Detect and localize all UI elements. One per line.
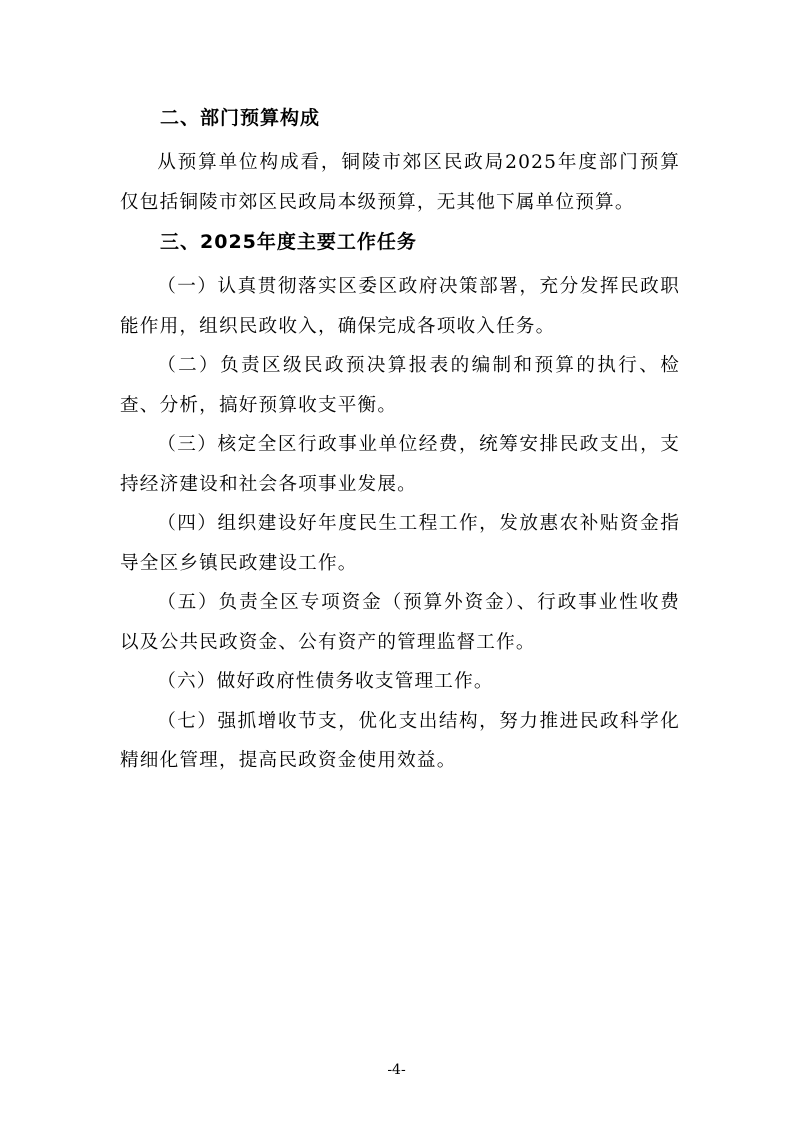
section-heading: 二、部门预算构成 (160, 107, 321, 129)
task-item: （七）强抓增收节支，优化支出结构，努力推进民政科学化精细化管理，提高民政资金使用效益。 (120, 710, 680, 771)
task-item: （六）做好政府性债务收支管理工作。 (157, 671, 494, 692)
task-item: （一）认真贯彻落实区委区政府决策部署，充分发挥民政职能作用，组织民政收入，确保完成各项收入任务。 (120, 276, 680, 337)
section-main-tasks (120, 228, 680, 781)
task-item: （五）负责全区专项资金（预算外资金）、行政事业性收费以及公共民政资金、公有资产的管理监督工作。 (120, 592, 680, 653)
document-page (120, 104, 680, 781)
task-item: （二）负责区级民政预决算报表的编制和预算的执行、检查、分析，搞好预算收支平衡。 (120, 355, 680, 416)
section-heading: 三、2025年度主要工作任务 (160, 231, 417, 253)
page-number: -4- (387, 1062, 406, 1078)
section-department-budget (120, 104, 680, 222)
task-item: （三）核定全区行政事业单位经费，统筹安排民政支出，支持经济建设和社会各项事业发展。 (120, 434, 680, 495)
task-item: （四）组织建设好年度民生工程工作，发放惠农补贴资金指导全区乡镇民政建设工作。 (120, 513, 680, 574)
body-paragraph: 从预算单位构成看，铜陵市郊区民政局2025年度部门预算仅包括铜陵市郊区民政局本级预算，无其他下属单位预算。 (120, 152, 680, 213)
